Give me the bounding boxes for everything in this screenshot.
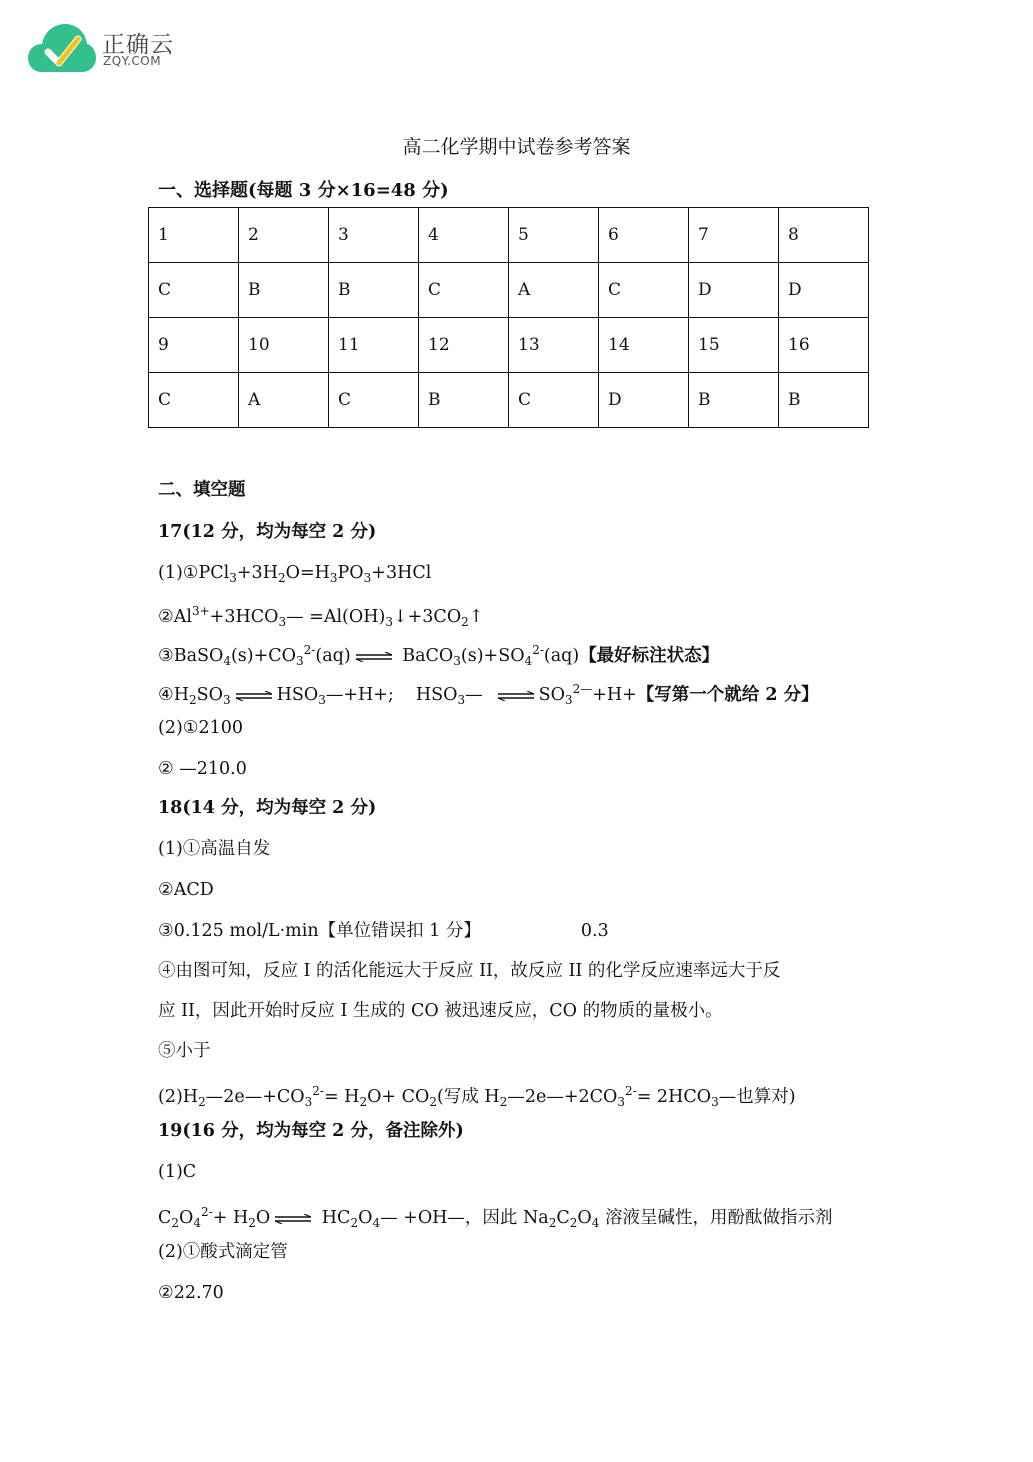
logo-name: 正确云 — [102, 32, 174, 58]
page-title: 高二化学期中试卷参考答案 — [402, 136, 631, 158]
answer-cell: 14 — [599, 318, 689, 373]
answer-cell: 8 — [779, 208, 869, 263]
answer-cell: 15 — [689, 318, 779, 373]
q18-1-4-line1: ④由图可知，反应 I 的活化能远大于反应 II，故反应 II 的化学反应速率远大于反 — [158, 961, 781, 981]
answer-table-row — [149, 318, 869, 373]
answer-cell: D — [599, 373, 689, 428]
answer-table — [148, 207, 869, 428]
q18-1-2: ②ACD — [158, 880, 214, 900]
answer-cell: C — [149, 263, 239, 318]
q18-2: $(2)H_2—2e—+CO_3^{2-}= H_2O+ CO_2$(写成 $H_2—2e—+2CO_3^{2-}=$ $2HCO_3—$也算对) — [158, 1084, 796, 1109]
answer-cell: 9 — [149, 318, 239, 373]
q17-1-3-note: 【最好标注状态】 — [579, 646, 720, 666]
answer-cell: C — [329, 373, 419, 428]
answer-cell: B — [239, 263, 329, 318]
equilibrium-arrow-icon — [355, 652, 393, 662]
answer-cell: C — [149, 373, 239, 428]
answer-cell: A — [239, 373, 329, 428]
section2-heading: 二、填空题 — [158, 480, 246, 500]
q17-1-2-label: ② — [158, 607, 174, 627]
answer-table-row — [149, 208, 869, 263]
answer-cell: 12 — [419, 318, 509, 373]
equilibrium-arrow-icon — [274, 1214, 312, 1224]
answer-cell: 7 — [689, 208, 779, 263]
q19-2-2: ②22.70 — [158, 1283, 224, 1303]
answer-cell: 13 — [509, 318, 599, 373]
answer-cell: A — [509, 263, 599, 318]
answer-cell: 1 — [149, 208, 239, 263]
q17-1-2: $②Al^{3+}+3HCO_3—$ $=Al(OH)_3↓+3CO_2↑$ — [158, 604, 484, 629]
q18-1-5: ⑤小于 — [158, 1041, 211, 1061]
cloud-check-icon — [28, 22, 96, 74]
answer-cell: 3 — [329, 208, 419, 263]
q17-1-3-label: ③ — [158, 646, 174, 666]
q17-1-4-note: 【写第一个就给 2 分】 — [636, 685, 819, 705]
q17-2-1: (2)①2100 — [158, 718, 244, 738]
q18-1-1: (1)①高温自发 — [158, 839, 271, 859]
answer-cell: 5 — [509, 208, 599, 263]
zqy-logo — [28, 22, 198, 76]
answer-cell: D — [779, 263, 869, 318]
answer-table-row — [149, 373, 869, 428]
answer-cell: B — [419, 373, 509, 428]
q18-1-3 — [158, 920, 609, 942]
q17-1-3: $③BaSO_4(s)+CO_3^{2-}(aq)$ $BaCO_3(s)+SO_4^{2-}(aq)$【最好标注状态】 — [158, 643, 720, 668]
answer-cell: 16 — [779, 318, 869, 373]
q17-1-1-label: (1)① — [158, 563, 199, 583]
answer-cell: C — [509, 373, 599, 428]
section1-heading: 一、选择题(每题 3 分×16=48 分) — [158, 180, 449, 201]
q18-heading: 18(14 分，均为每空 2 分) — [158, 798, 377, 818]
q17-heading: 17(12 分，均为每空 2 分) — [158, 522, 377, 542]
equilibrium-arrow-icon — [497, 691, 535, 701]
logo-domain: ZQY.COM — [103, 54, 162, 68]
answer-cell: C — [419, 263, 509, 318]
answer-table-row — [149, 263, 869, 318]
q18-1-3-text: ③0.125 mol/L·min【单位错误扣 1 分】 — [158, 921, 481, 941]
q18-1-4-line2: 应 II，因此开始时反应 I 生成的 CO 被迅速反应，CO 的物质的量极小。 — [158, 1001, 723, 1021]
q19-heading: 19(16 分，均为每空 2 分，备注除外) — [158, 1121, 464, 1141]
answer-cell: B — [779, 373, 869, 428]
answer-cell: C — [599, 263, 689, 318]
q19-2-1: (2)①酸式滴定管 — [158, 1242, 288, 1262]
q17-1-1: $(1)①PCl_3+3H_2O=H_3PO_3+3HCl$ — [158, 563, 432, 585]
q19-1-2: $C_2O_4^{2-}+ H_2O$ $HC_2O_4—$ +OH—，因此 $Na_2C_2O_4$ 溶液呈碱性，用酚酞做指示剂 — [158, 1205, 833, 1230]
equilibrium-arrow-icon — [235, 691, 273, 701]
q17-1-4: $④H_2SO_3$ $HSO_3—+H+$; $HSO_3—$ $SO_3^{2—}+H+$【写第一个就给 2 分】 — [158, 682, 819, 707]
q17-1-4-label: ④ — [158, 685, 174, 705]
answer-cell: 4 — [419, 208, 509, 263]
answer-cell: 2 — [239, 208, 329, 263]
answer-cell: B — [689, 373, 779, 428]
answer-cell: 10 — [239, 318, 329, 373]
q18-1-3-value: 0.3 — [580, 921, 609, 941]
q19-1-1: (1)C — [158, 1162, 197, 1182]
answer-cell: D — [689, 263, 779, 318]
q17-2-2: ② —210.0 — [158, 759, 247, 779]
answer-cell: 11 — [329, 318, 419, 373]
answer-cell: B — [329, 263, 419, 318]
answer-cell: 6 — [599, 208, 689, 263]
